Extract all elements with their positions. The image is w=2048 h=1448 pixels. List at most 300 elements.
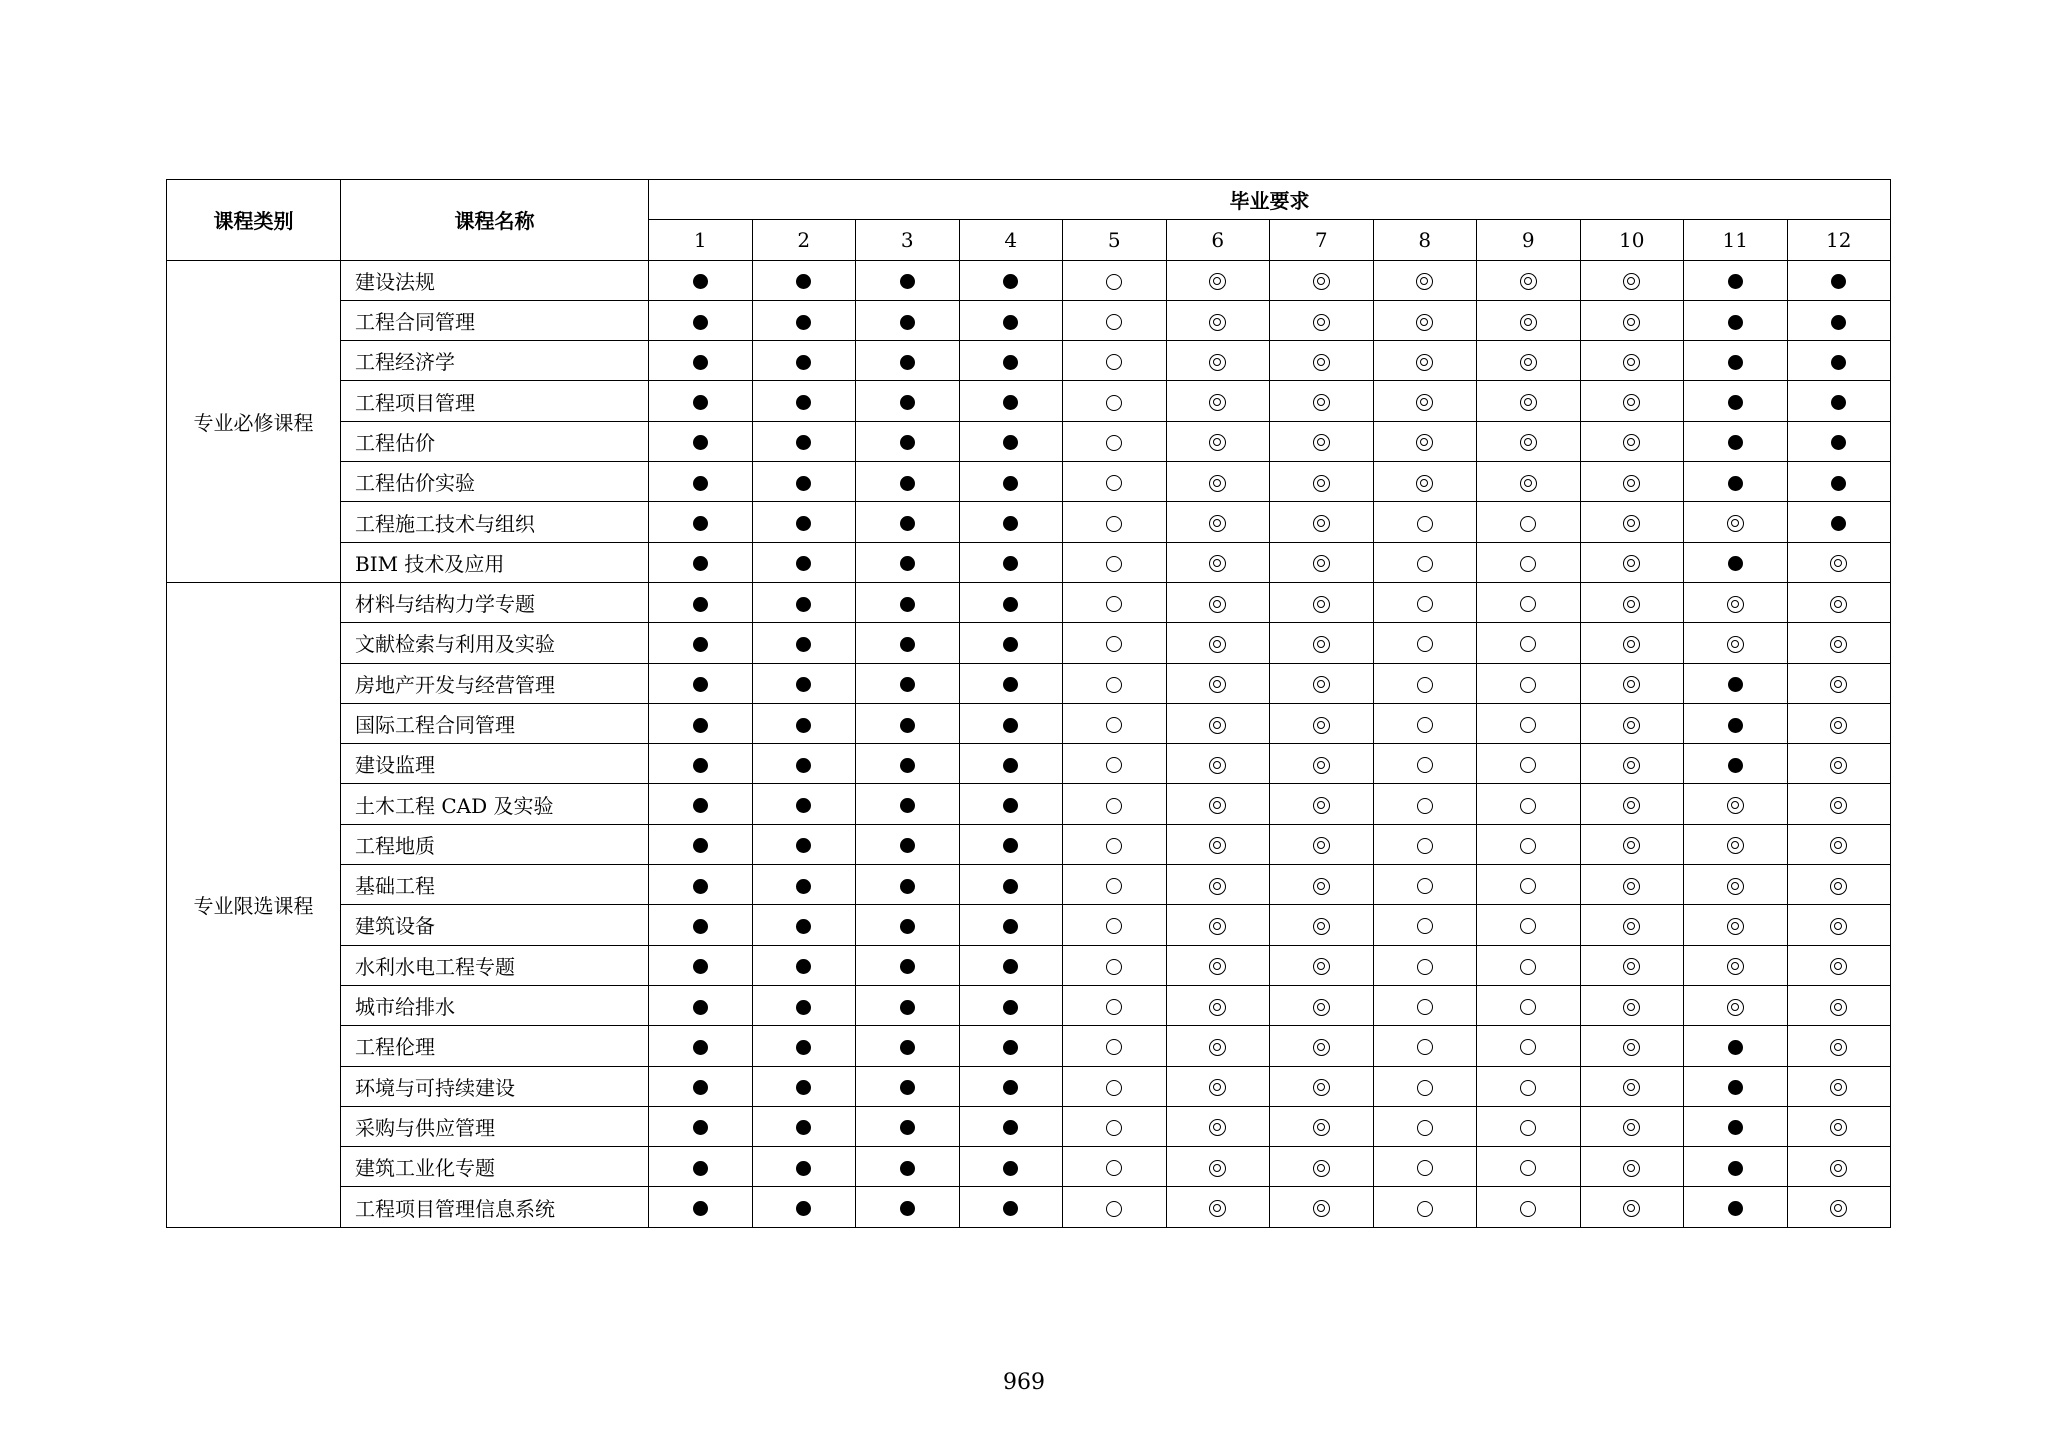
medium-support-double-circle-icon xyxy=(1727,918,1744,935)
support-level-cell xyxy=(1580,1026,1684,1066)
medium-support-double-circle-icon xyxy=(1313,837,1330,854)
support-level-cell xyxy=(1787,1106,1891,1146)
medium-support-double-circle-icon xyxy=(1313,878,1330,895)
support-level-cell xyxy=(752,260,856,300)
support-level-cell xyxy=(649,784,753,824)
medium-support-double-circle-icon xyxy=(1313,717,1330,734)
support-level-cell xyxy=(752,663,856,703)
support-level-cell xyxy=(649,703,753,743)
support-level-cell xyxy=(752,623,856,663)
strong-support-dot-icon xyxy=(796,798,811,813)
table-row xyxy=(167,542,1891,582)
support-level-cell xyxy=(1787,784,1891,824)
medium-support-double-circle-icon xyxy=(1727,636,1744,653)
support-level-cell xyxy=(856,945,960,985)
table-row xyxy=(167,623,1891,663)
medium-support-double-circle-icon xyxy=(1313,475,1330,492)
support-level-cell xyxy=(856,703,960,743)
support-level-cell xyxy=(856,1147,960,1187)
support-level-cell xyxy=(1684,1026,1788,1066)
strong-support-dot-icon xyxy=(1003,637,1018,652)
weak-support-circle-icon xyxy=(1417,959,1433,975)
support-level-cell xyxy=(1787,300,1891,340)
medium-support-double-circle-icon xyxy=(1209,999,1226,1016)
medium-support-double-circle-icon xyxy=(1830,1039,1847,1056)
support-level-cell xyxy=(649,542,753,582)
weak-support-circle-icon xyxy=(1520,878,1536,894)
support-level-cell xyxy=(1270,341,1374,381)
support-level-cell xyxy=(1477,1106,1581,1146)
support-level-cell xyxy=(1684,381,1788,421)
support-level-cell xyxy=(1477,1066,1581,1106)
strong-support-dot-icon xyxy=(693,597,708,612)
support-level-cell xyxy=(1787,663,1891,703)
support-level-cell xyxy=(1166,744,1270,784)
requirement-number-header: 3 xyxy=(856,220,960,260)
medium-support-double-circle-icon xyxy=(1623,717,1640,734)
weak-support-circle-icon xyxy=(1106,757,1122,773)
strong-support-dot-icon xyxy=(1003,274,1018,289)
support-level-cell xyxy=(1166,300,1270,340)
support-level-cell xyxy=(752,824,856,864)
support-level-cell xyxy=(649,1187,753,1227)
strong-support-dot-icon xyxy=(900,798,915,813)
strong-support-dot-icon xyxy=(1728,435,1743,450)
medium-support-double-circle-icon xyxy=(1830,918,1847,935)
support-level-cell xyxy=(1580,542,1684,582)
medium-support-double-circle-icon xyxy=(1623,555,1640,572)
strong-support-dot-icon xyxy=(693,1080,708,1095)
strong-support-dot-icon xyxy=(796,959,811,974)
strong-support-dot-icon xyxy=(693,1120,708,1135)
medium-support-double-circle-icon xyxy=(1623,1079,1640,1096)
medium-support-double-circle-icon xyxy=(1209,314,1226,331)
strong-support-dot-icon xyxy=(1003,1120,1018,1135)
strong-support-dot-icon xyxy=(693,1161,708,1176)
strong-support-dot-icon xyxy=(693,758,708,773)
strong-support-dot-icon xyxy=(900,1080,915,1095)
medium-support-double-circle-icon xyxy=(1313,676,1330,693)
matrix-body xyxy=(167,260,1891,1227)
medium-support-double-circle-icon xyxy=(1313,958,1330,975)
support-level-cell xyxy=(1063,462,1167,502)
weak-support-circle-icon xyxy=(1106,636,1122,652)
weak-support-circle-icon xyxy=(1106,596,1122,612)
medium-support-double-circle-icon xyxy=(1830,1200,1847,1217)
weak-support-circle-icon xyxy=(1520,798,1536,814)
support-level-cell xyxy=(649,462,753,502)
weak-support-circle-icon xyxy=(1520,918,1536,934)
support-level-cell xyxy=(1373,341,1477,381)
medium-support-double-circle-icon xyxy=(1830,1079,1847,1096)
course-name-cell: 建筑设备 xyxy=(341,905,649,945)
strong-support-dot-icon xyxy=(796,1000,811,1015)
support-level-cell xyxy=(959,502,1063,542)
strong-support-dot-icon xyxy=(1728,1040,1743,1055)
medium-support-double-circle-icon xyxy=(1830,596,1847,613)
course-name-cell: 房地产开发与经营管理 xyxy=(341,663,649,703)
support-level-cell xyxy=(1477,1147,1581,1187)
table-row xyxy=(167,1147,1891,1187)
support-level-cell xyxy=(1580,260,1684,300)
support-level-cell xyxy=(1477,300,1581,340)
support-level-cell xyxy=(1063,905,1167,945)
medium-support-double-circle-icon xyxy=(1623,475,1640,492)
support-level-cell xyxy=(1373,260,1477,300)
support-level-cell xyxy=(649,421,753,461)
support-level-cell xyxy=(1270,703,1374,743)
medium-support-double-circle-icon xyxy=(1623,757,1640,774)
strong-support-dot-icon xyxy=(1728,677,1743,692)
support-level-cell xyxy=(752,341,856,381)
weak-support-circle-icon xyxy=(1417,878,1433,894)
weak-support-circle-icon xyxy=(1520,636,1536,652)
weak-support-circle-icon xyxy=(1106,556,1122,572)
support-level-cell xyxy=(1580,300,1684,340)
support-level-cell xyxy=(1270,260,1374,300)
weak-support-circle-icon xyxy=(1520,1201,1536,1217)
support-level-cell xyxy=(1787,421,1891,461)
medium-support-double-circle-icon xyxy=(1623,797,1640,814)
strong-support-dot-icon xyxy=(1003,1201,1018,1216)
support-level-cell xyxy=(1787,703,1891,743)
support-level-cell xyxy=(1063,1187,1167,1227)
medium-support-double-circle-icon xyxy=(1313,314,1330,331)
support-level-cell xyxy=(959,824,1063,864)
strong-support-dot-icon xyxy=(693,1040,708,1055)
support-level-cell xyxy=(1684,462,1788,502)
medium-support-double-circle-icon xyxy=(1313,1200,1330,1217)
header-graduation-requirements: 毕业要求 xyxy=(649,180,1891,220)
support-level-cell xyxy=(1684,502,1788,542)
table-row xyxy=(167,381,1891,421)
support-level-cell xyxy=(1166,1187,1270,1227)
support-level-cell xyxy=(959,663,1063,703)
support-level-cell xyxy=(1373,542,1477,582)
support-level-cell xyxy=(1063,703,1167,743)
support-level-cell xyxy=(1684,1066,1788,1106)
strong-support-dot-icon xyxy=(1003,677,1018,692)
course-name-cell: 建设监理 xyxy=(341,744,649,784)
support-level-cell xyxy=(1580,744,1684,784)
strong-support-dot-icon xyxy=(796,315,811,330)
strong-support-dot-icon xyxy=(1003,476,1018,491)
course-name-cell: 工程估价 xyxy=(341,421,649,461)
medium-support-double-circle-icon xyxy=(1830,878,1847,895)
medium-support-double-circle-icon xyxy=(1313,1079,1330,1096)
support-level-cell xyxy=(959,1106,1063,1146)
strong-support-dot-icon xyxy=(1003,355,1018,370)
support-level-cell xyxy=(1270,582,1374,622)
strong-support-dot-icon xyxy=(900,395,915,410)
strong-support-dot-icon xyxy=(1728,556,1743,571)
support-level-cell xyxy=(752,703,856,743)
medium-support-double-circle-icon xyxy=(1623,1200,1640,1217)
support-level-cell xyxy=(1166,462,1270,502)
strong-support-dot-icon xyxy=(1728,274,1743,289)
strong-support-dot-icon xyxy=(796,1040,811,1055)
weak-support-circle-icon xyxy=(1106,999,1122,1015)
support-level-cell xyxy=(856,502,960,542)
support-level-cell xyxy=(649,300,753,340)
strong-support-dot-icon xyxy=(900,1161,915,1176)
requirement-number-header: 10 xyxy=(1580,220,1684,260)
strong-support-dot-icon xyxy=(796,597,811,612)
support-level-cell xyxy=(959,1147,1063,1187)
support-level-cell xyxy=(1684,985,1788,1025)
medium-support-double-circle-icon xyxy=(1830,958,1847,975)
medium-support-double-circle-icon xyxy=(1209,1079,1226,1096)
support-level-cell xyxy=(959,341,1063,381)
medium-support-double-circle-icon xyxy=(1727,797,1744,814)
support-level-cell xyxy=(1373,421,1477,461)
strong-support-dot-icon xyxy=(900,1120,915,1135)
support-level-cell xyxy=(1373,381,1477,421)
support-level-cell xyxy=(1373,462,1477,502)
support-level-cell xyxy=(649,381,753,421)
medium-support-double-circle-icon xyxy=(1623,273,1640,290)
strong-support-dot-icon xyxy=(693,798,708,813)
weak-support-circle-icon xyxy=(1417,918,1433,934)
medium-support-double-circle-icon xyxy=(1209,636,1226,653)
support-level-cell xyxy=(649,623,753,663)
strong-support-dot-icon xyxy=(900,959,915,974)
requirement-number-header: 4 xyxy=(959,220,1063,260)
strong-support-dot-icon xyxy=(1003,597,1018,612)
strong-support-dot-icon xyxy=(796,395,811,410)
support-level-cell xyxy=(856,623,960,663)
support-level-cell xyxy=(1270,663,1374,703)
support-level-cell xyxy=(649,582,753,622)
strong-support-dot-icon xyxy=(1003,435,1018,450)
support-level-cell xyxy=(1477,381,1581,421)
medium-support-double-circle-icon xyxy=(1727,837,1744,854)
support-level-cell xyxy=(1580,341,1684,381)
strong-support-dot-icon xyxy=(693,476,708,491)
support-level-cell xyxy=(1580,462,1684,502)
medium-support-double-circle-icon xyxy=(1623,354,1640,371)
support-level-cell xyxy=(1580,623,1684,663)
strong-support-dot-icon xyxy=(900,476,915,491)
strong-support-dot-icon xyxy=(1831,274,1846,289)
support-level-cell xyxy=(959,462,1063,502)
support-level-cell xyxy=(1477,260,1581,300)
support-level-cell xyxy=(856,824,960,864)
support-level-cell xyxy=(1787,260,1891,300)
weak-support-circle-icon xyxy=(1106,314,1122,330)
support-level-cell xyxy=(959,905,1063,945)
support-level-cell xyxy=(959,1187,1063,1227)
requirement-number-header: 7 xyxy=(1270,220,1374,260)
support-level-cell xyxy=(1270,985,1374,1025)
weak-support-circle-icon xyxy=(1106,475,1122,491)
support-level-cell xyxy=(1373,744,1477,784)
course-name-cell: 工程合同管理 xyxy=(341,300,649,340)
support-level-cell xyxy=(1684,300,1788,340)
support-level-cell xyxy=(1270,421,1374,461)
course-name-cell: 城市给排水 xyxy=(341,985,649,1025)
support-level-cell xyxy=(649,1106,753,1146)
support-level-cell xyxy=(1477,623,1581,663)
support-level-cell xyxy=(1684,784,1788,824)
medium-support-double-circle-icon xyxy=(1313,918,1330,935)
support-level-cell xyxy=(649,865,753,905)
support-level-cell xyxy=(1787,824,1891,864)
strong-support-dot-icon xyxy=(1003,758,1018,773)
support-level-cell xyxy=(1166,1147,1270,1187)
support-level-cell xyxy=(1373,1026,1477,1066)
support-level-cell xyxy=(752,865,856,905)
table-row xyxy=(167,582,1891,622)
support-level-cell xyxy=(1580,1066,1684,1106)
weak-support-circle-icon xyxy=(1106,798,1122,814)
support-level-cell xyxy=(1684,542,1788,582)
support-level-cell xyxy=(1166,945,1270,985)
requirement-number-header: 6 xyxy=(1166,220,1270,260)
strong-support-dot-icon xyxy=(1831,395,1846,410)
table-row xyxy=(167,985,1891,1025)
medium-support-double-circle-icon xyxy=(1209,918,1226,935)
strong-support-dot-icon xyxy=(693,556,708,571)
medium-support-double-circle-icon xyxy=(1727,596,1744,613)
course-name-cell: 工程项目管理 xyxy=(341,381,649,421)
medium-support-double-circle-icon xyxy=(1623,596,1640,613)
strong-support-dot-icon xyxy=(693,274,708,289)
support-level-cell xyxy=(1787,905,1891,945)
support-level-cell xyxy=(1063,1106,1167,1146)
weak-support-circle-icon xyxy=(1417,1120,1433,1136)
support-level-cell xyxy=(1063,865,1167,905)
medium-support-double-circle-icon xyxy=(1313,999,1330,1016)
strong-support-dot-icon xyxy=(796,919,811,934)
support-level-cell xyxy=(856,1187,960,1227)
support-level-cell xyxy=(959,985,1063,1025)
support-level-cell xyxy=(1063,945,1167,985)
strong-support-dot-icon xyxy=(900,1040,915,1055)
weak-support-circle-icon xyxy=(1417,757,1433,773)
strong-support-dot-icon xyxy=(1728,476,1743,491)
table-row xyxy=(167,663,1891,703)
strong-support-dot-icon xyxy=(900,556,915,571)
course-name-cell: BIM 技术及应用 xyxy=(341,542,649,582)
support-level-cell xyxy=(1787,985,1891,1025)
medium-support-double-circle-icon xyxy=(1520,273,1537,290)
strong-support-dot-icon xyxy=(900,637,915,652)
support-level-cell xyxy=(649,1147,753,1187)
support-level-cell xyxy=(959,421,1063,461)
medium-support-double-circle-icon xyxy=(1623,958,1640,975)
strong-support-dot-icon xyxy=(693,435,708,450)
strong-support-dot-icon xyxy=(796,758,811,773)
course-name-cell: 工程伦理 xyxy=(341,1026,649,1066)
course-name-cell: 土木工程 CAD 及实验 xyxy=(341,784,649,824)
strong-support-dot-icon xyxy=(1003,879,1018,894)
support-level-cell xyxy=(1684,945,1788,985)
support-level-cell xyxy=(1270,381,1374,421)
course-name-cell: 工程地质 xyxy=(341,824,649,864)
weak-support-circle-icon xyxy=(1520,516,1536,532)
support-level-cell xyxy=(959,865,1063,905)
medium-support-double-circle-icon xyxy=(1313,757,1330,774)
support-level-cell xyxy=(1166,1026,1270,1066)
support-level-cell xyxy=(1580,663,1684,703)
support-level-cell xyxy=(1166,784,1270,824)
support-level-cell xyxy=(1166,502,1270,542)
medium-support-double-circle-icon xyxy=(1727,958,1744,975)
support-level-cell xyxy=(752,502,856,542)
support-level-cell xyxy=(1580,421,1684,461)
support-level-cell xyxy=(1373,300,1477,340)
support-level-cell xyxy=(856,905,960,945)
strong-support-dot-icon xyxy=(796,1080,811,1095)
weak-support-circle-icon xyxy=(1520,999,1536,1015)
support-level-cell xyxy=(1684,421,1788,461)
medium-support-double-circle-icon xyxy=(1830,837,1847,854)
medium-support-double-circle-icon xyxy=(1313,434,1330,451)
support-level-cell xyxy=(959,260,1063,300)
support-level-cell xyxy=(649,824,753,864)
medium-support-double-circle-icon xyxy=(1416,273,1433,290)
support-level-cell xyxy=(856,1026,960,1066)
strong-support-dot-icon xyxy=(1728,758,1743,773)
medium-support-double-circle-icon xyxy=(1830,757,1847,774)
support-level-cell xyxy=(856,260,960,300)
medium-support-double-circle-icon xyxy=(1209,354,1226,371)
support-level-cell xyxy=(1270,1147,1374,1187)
course-name-cell: 文献检索与利用及实验 xyxy=(341,623,649,663)
support-level-cell xyxy=(649,502,753,542)
support-level-cell xyxy=(1477,905,1581,945)
medium-support-double-circle-icon xyxy=(1313,596,1330,613)
weak-support-circle-icon xyxy=(1417,636,1433,652)
support-level-cell xyxy=(1063,381,1167,421)
weak-support-circle-icon xyxy=(1106,1160,1122,1176)
header-course-category: 课程类别 xyxy=(167,180,341,261)
strong-support-dot-icon xyxy=(1003,838,1018,853)
strong-support-dot-icon xyxy=(693,355,708,370)
table-row xyxy=(167,1106,1891,1146)
support-level-cell xyxy=(1477,703,1581,743)
support-level-cell xyxy=(1684,865,1788,905)
support-level-cell xyxy=(1063,744,1167,784)
support-level-cell xyxy=(856,300,960,340)
support-level-cell xyxy=(1580,703,1684,743)
strong-support-dot-icon xyxy=(796,838,811,853)
medium-support-double-circle-icon xyxy=(1209,717,1226,734)
medium-support-double-circle-icon xyxy=(1209,1200,1226,1217)
strong-support-dot-icon xyxy=(1728,395,1743,410)
strong-support-dot-icon xyxy=(900,919,915,934)
support-level-cell xyxy=(752,1106,856,1146)
support-level-cell xyxy=(752,421,856,461)
weak-support-circle-icon xyxy=(1106,274,1122,290)
support-level-cell xyxy=(1373,1066,1477,1106)
strong-support-dot-icon xyxy=(693,315,708,330)
support-level-cell xyxy=(1684,1187,1788,1227)
table-row xyxy=(167,502,1891,542)
support-level-cell xyxy=(1477,341,1581,381)
strong-support-dot-icon xyxy=(693,516,708,531)
table-row xyxy=(167,1026,1891,1066)
table-row xyxy=(167,703,1891,743)
support-level-cell xyxy=(1063,341,1167,381)
table-row xyxy=(167,744,1891,784)
support-level-cell xyxy=(1684,582,1788,622)
support-level-cell xyxy=(1166,824,1270,864)
support-level-cell xyxy=(1580,1106,1684,1146)
medium-support-double-circle-icon xyxy=(1416,394,1433,411)
medium-support-double-circle-icon xyxy=(1520,434,1537,451)
